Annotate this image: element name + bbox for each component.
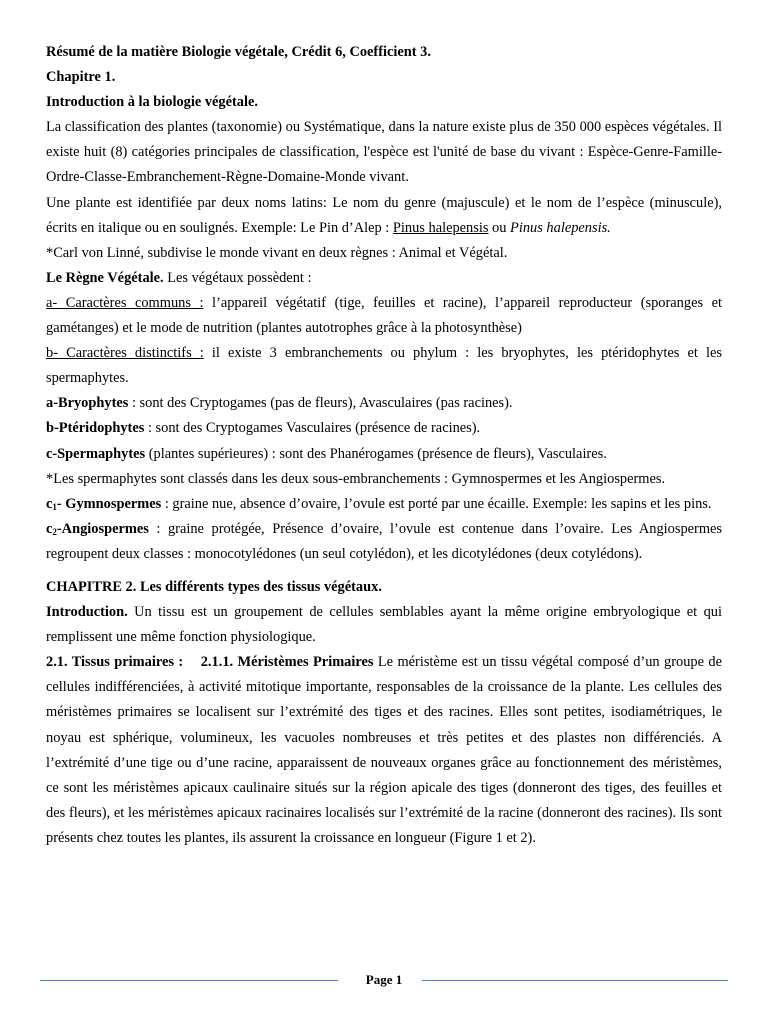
item-spermaphytes: c-Spermaphytes (plantes supérieures) : sont des Phanérogames (présence de fleurs), Vasculaires.: [46, 445, 607, 462]
chapter-1-label: Chapitre 1.: [46, 69, 116, 86]
paragraph-binomial: Une plante est identifiée par deux noms latins: Le nom du genre (majuscule) et le nom de l’espèce (minuscule), écrits en italique ou en soulignés. Exemple: Le Pin d’Alep : Pinus halepensis ou Pinus halepensis.: [46, 194, 722, 236]
paragraph-meristemes: 2.1. Tissus primaires : 2.1.1. Méristèmes Primaires Le méristème est un tissu végétal composé d’un groupe de cellules indifférenciées, à activité mitotique importante, responsables de la croissance de la plante. Les cellules des méristèmes primaires se localisent sur l’extrémité des tiges et des racines. Elles sont petites, isodiamétriques, le noyau est sphérique, volumineux, les vacuoles nombreuses et très petites et des plastes non différenciés. A l’extrémité d’une tige ou d’une racine, apparaissent de nouveaux organes grâce au fonctionnement des méristèmes, ce sont les méristèmes apicaux caulinaire situés sur la région apicale des tiges (donneront des tiges, des feuilles et des fleurs), et les méristèmes apicaux racinaires localisés sur l’extrémité de la racine (donneront des racines). Ils sont présents chez toutes les plantes, ils assurent la croissance en longueur (Figure 1 et 2).: [46, 654, 722, 846]
underlined-species-name: Pinus halepensis: [392, 219, 489, 236]
paragraph-classification: La classification des plantes (taxonomie) ou Systématique, dans la nature existe plus de 350 000 espèces végétales. Il existe huit (8) catégories principales de classification, l'espèce est l'unité de base du vivant : Espèce-Genre-Famille-Ordre-Classe-Embranchement-Règne-Domaine-Monde vivant.: [46, 119, 722, 186]
item-pteridophytes: b-Ptéridophytes : sont des Cryptogames Vasculaires (présence de racines).: [46, 420, 481, 437]
note-spermaphytes: *Les spermaphytes sont classés dans les deux sous-embranchements : Gymnospermes et les Angiospermes.: [46, 470, 666, 487]
italic-species-name: Pinus halepensis.: [510, 219, 611, 236]
item-angiospermes: $c_2$-Angiospermes : graine protégée, Présence d’ovaire, l’ovule est contenue dans l’ovaire. Les Angiospermes regroupent deux classes : monocotylédones (un seul cotylédon), et les dicotylédones (deux cotylédons).: [46, 520, 722, 562]
page-number: Page 1: [365, 972, 403, 987]
paragraph-linne: *Carl von Linné, subdivise le monde vivant en deux règnes : Animal et Végétal.: [46, 244, 508, 261]
chapter-1-title: Introduction à la biologie végétale.: [46, 94, 258, 111]
document-page: [46, 40, 722, 851]
paragraph-regne: Le Règne Végétale. Les végétaux possèdent :: [46, 269, 312, 286]
paragraph-introduction: Introduction. Un tissu est un groupement de cellules semblables ayant la même origine embryologique et qui remplissent une même fonction physiologique.: [46, 604, 722, 646]
page-footer: [40, 970, 728, 992]
item-gymnospermes: $c_1-$ Gymnospermes : graine nue, absence d’ovaire, l’ovule est porté par une écaille. Exemple: les sapins et les pins.: [46, 495, 712, 512]
paragraph-caracteres-distinctifs: b- Caractères distinctifs : il existe 3 embranchements ou phylum : les bryophytes, les ptéridophytes et les spermaphytes.: [46, 345, 722, 387]
paragraph-caracteres-communs: a- Caractères communs : l’appareil végétatif (tige, feuilles et racine), l’appareil reproducteur (sporanges et gamétanges) et le mode de nutrition (plantes autotrophes grâce à la photosynthèse): [46, 294, 722, 337]
footer-rule-right: [422, 980, 728, 981]
item-bryophytes: a-Bryophytes : sont des Cryptogames (pas de fleurs), Avasculaires (pas racines).: [46, 395, 513, 412]
document-title: Résumé de la matière Biologie végétale, Crédit 6, Coefficient 3.: [46, 44, 431, 60]
chapter-2-title: CHAPITRE 2. Les différents types des tissus végétaux.: [46, 578, 382, 595]
